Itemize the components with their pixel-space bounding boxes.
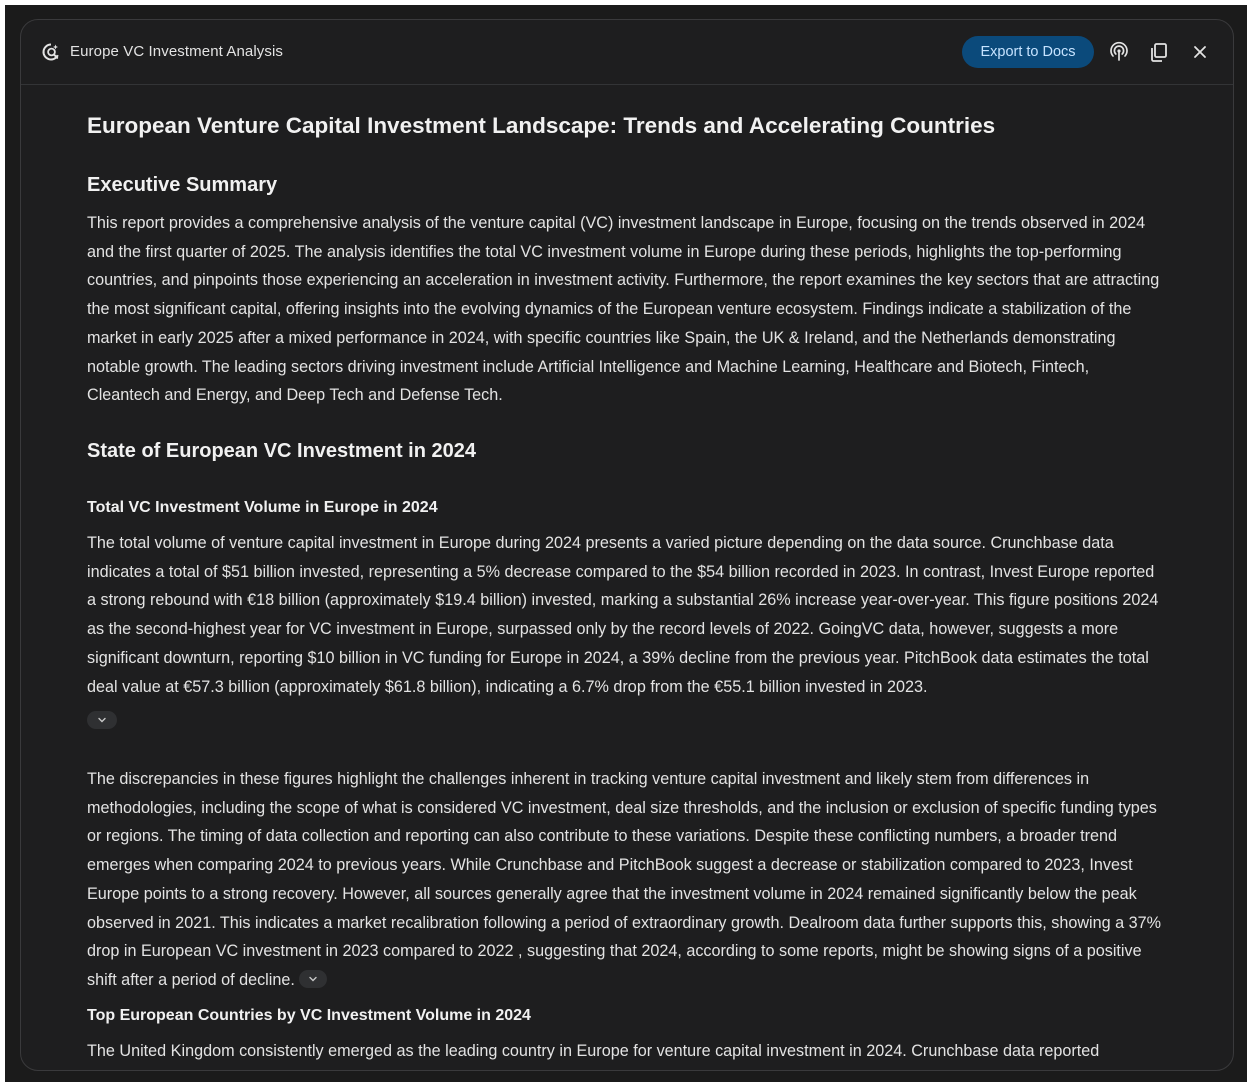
panel-header <box>21 20 1233 85</box>
top-countries-text: The United Kingdom consistently emerged as the leading country in Europe for venture capital investment in 2024. Crunchbase data reported <box>87 1042 1100 1060</box>
app-title: Europe VC Investment Analysis <box>70 43 284 60</box>
sources-expand-button[interactable] <box>299 970 327 988</box>
report-title: European Venture Capital Investment Landscape: Trends and Accelerating Countries <box>87 113 996 138</box>
deep-research-icon <box>41 42 61 62</box>
chevron-down-icon <box>309 976 317 982</box>
close-icon[interactable] <box>1186 38 1214 66</box>
audio-overview-icon[interactable] <box>1105 38 1133 66</box>
discrepancy-text <box>87 765 1163 995</box>
executive-summary-text: This report provides a comprehensive analysis of the venture capital (VC) investment landscape in Europe, focusing on the trends observed in 2024 and the first quarter of 2025. The analysis identifies the total VC investment volume in Europe during these periods, highlights the top-performing countries, and pinpoints those experiencing an acceleration in investment activity. Furthermore, the report examines the key sectors that are attracting the most significant capital, offering insights into the evolving dynamics of the European venture ecosystem. Findings indicate a stabilization of the market in early 2025 after a mixed performance in 2024, with specific countries like Spain, the UK & Ireland, and the Netherlands demonstrating notable growth. The leading sectors driving investment include Artificial Intelligence and Machine Learning, Healthcare and Biotech, Fintech, Cleantech and Energy, and Deep Tech and Defense Tech. <box>87 214 1160 405</box>
executive-summary-heading: Executive Summary <box>87 174 278 196</box>
total-volume-heading: Total VC Investment Volume in Europe in 2024 <box>87 499 438 516</box>
state-of-vc-heading: State of European VC Investment in 2024 <box>87 440 476 462</box>
research-panel <box>20 19 1234 1071</box>
discrepancy-text-content: The discrepancies in these figures highlight the challenges inherent in tracking venture capital investment and likely stem from differences in methodologies, including the scope of what is considered VC investment, deal size thresholds, and the inclusion or exclusion of specific funding types or regions. The timing of data collection and reporting can also contribute to these variations. Despite these conflicting numbers, a broader trend emerges when comparing 2024 to previous years. While Crunchbase and PitchBook suggest a decrease or stabilization compared to 2023, Invest Europe points to a strong recovery. However, all sources generally agree that the investment volume in 2024 remained significantly below the peak observed in 2021. This indicates a market recalibration following a period of extraordinary growth. Dealroom data further supports this, showing a 37% drop in European VC investment in 2023 compared to 2022 , suggesting that 2024, according to some reports, might be showing signs of a positive shift after a period of decline. <box>87 770 1162 989</box>
chevron-down-icon <box>98 717 106 723</box>
top-countries-heading: Top European Countries by VC Investment Volume in 2024 <box>87 1007 531 1024</box>
app-window <box>5 5 1247 1082</box>
total-volume-text: The total volume of venture capital investment in Europe during 2024 presents a varied picture depending on the data source. Crunchbase data indicates a total of $51 billion invested, representing a 5% decrease compared to the $54 billion recorded in 2023. In contrast, Invest Europe reported a strong rebound with €18 billion (approximately $19.4 billion) invested, marking a substantial 26% increase year-over-year. This figure positions 2024 as the second-highest year for VC investment in Europe, surpassed only by the record levels of 2022. GoingVC data, however, suggests a more significant downturn, reporting $10 billion in VC funding for Europe in 2024, a 39% decline from the previous year. PitchBook data estimates the total deal value at €57.3 billion (approximately $61.8 billion), indicating a 6.7% drop from the €55.1 billion invested in 2023. <box>87 534 1159 696</box>
sources-expand-button[interactable] <box>87 711 117 729</box>
copy-icon[interactable] <box>1145 38 1173 66</box>
export-to-docs-button[interactable]: Export to Docs <box>962 36 1094 68</box>
